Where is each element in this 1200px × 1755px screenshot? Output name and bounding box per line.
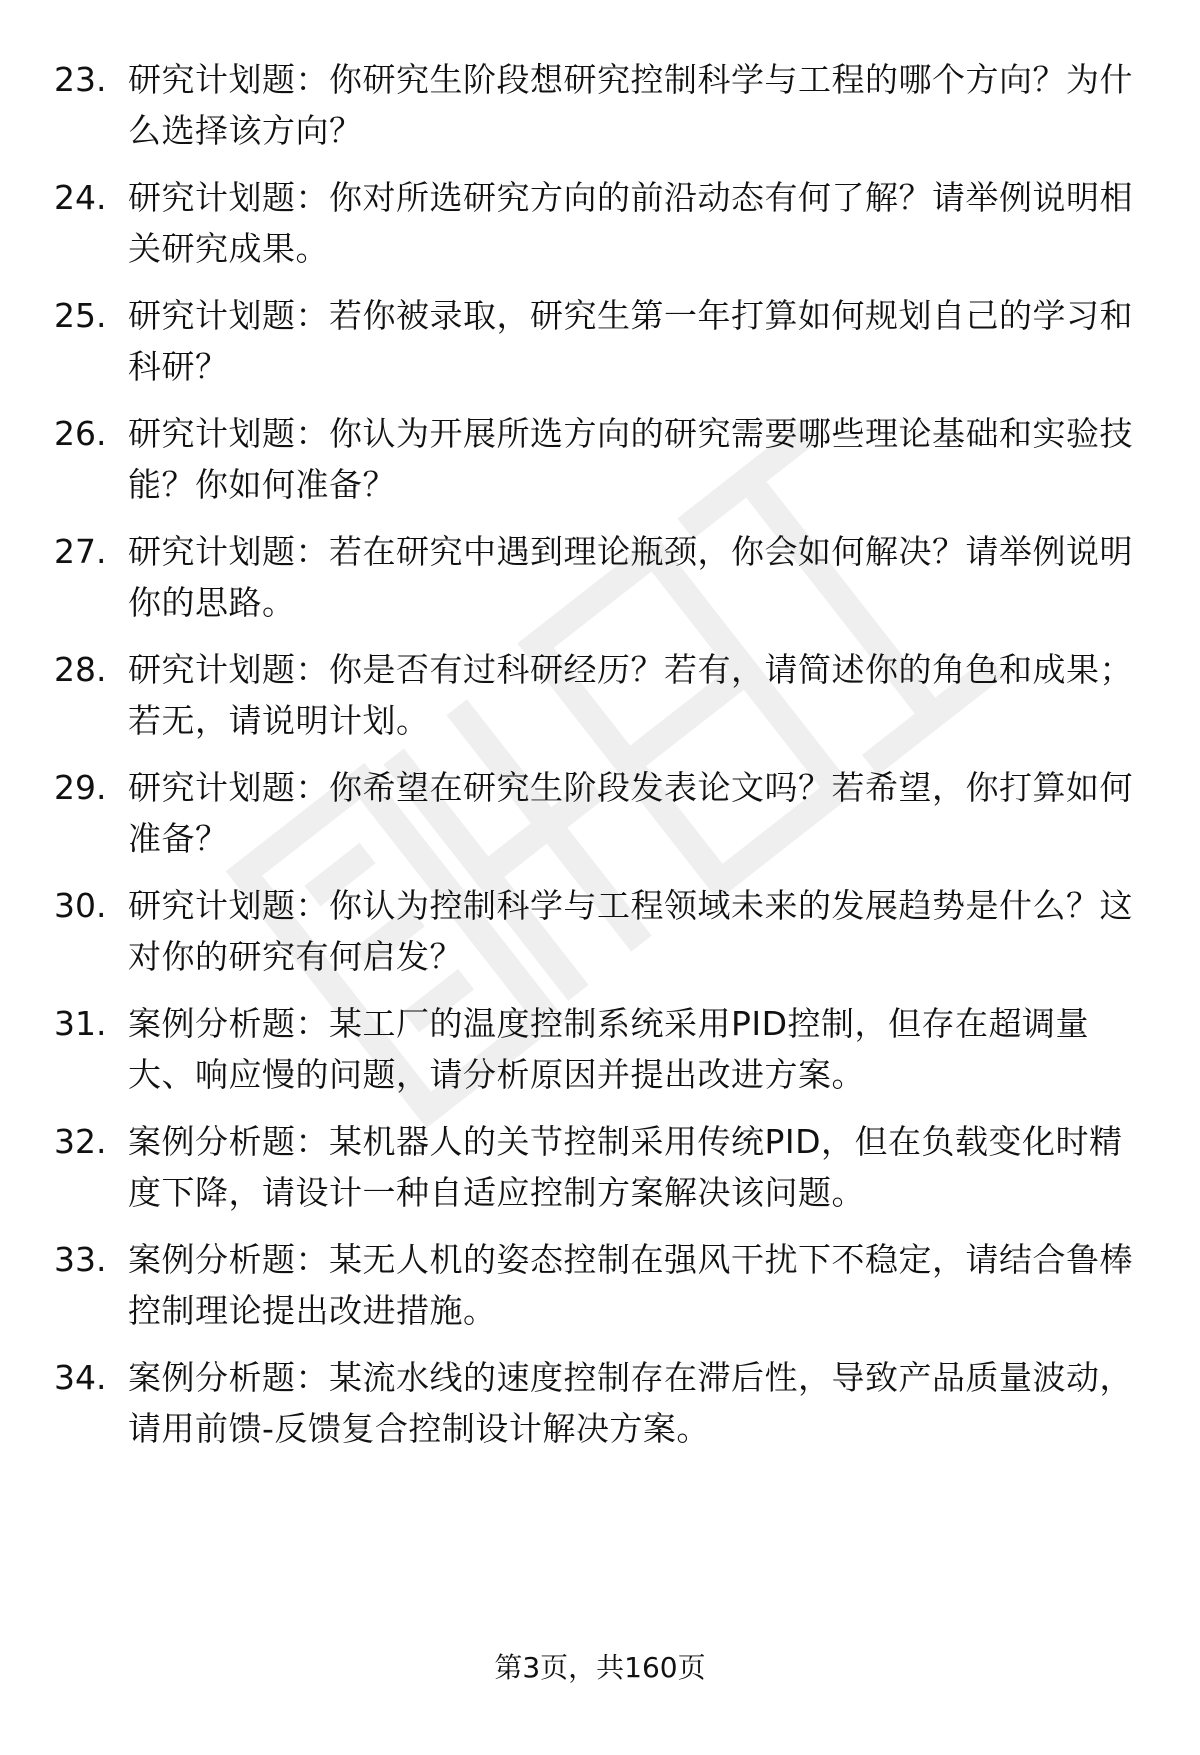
question-item <box>0 1234 1200 1344</box>
question-number: 25. <box>54 296 107 335</box>
question-item <box>0 408 1200 518</box>
question-number: 24. <box>54 178 107 217</box>
question-text: 研究计划题：若在研究中遇到理论瓶颈，你会如何解决？请举例说明你的思路。 <box>128 532 1133 622</box>
question-text: 研究计划题：若你被录取，研究生第一年打算如何规划自己的学习和科研？ <box>128 296 1133 386</box>
question-text: 案例分析题：某流水线的速度控制存在滞后性，导致产品质量波动，请用前馈-反馈复合控制设计解决方案。 <box>128 1358 1133 1448</box>
question-item <box>0 172 1200 282</box>
question-number: 26. <box>54 414 107 453</box>
question-text: 研究计划题：你是否有过科研经历？若有，请简述你的角色和成果；若无，请说明计划。 <box>128 650 1133 740</box>
question-item <box>0 998 1200 1108</box>
question-text: 研究计划题：你希望在研究生阶段发表论文吗？若希望，你打算如何准备？ <box>128 768 1133 858</box>
question-number: 23. <box>54 60 107 99</box>
question-text: 研究计划题：你对所选研究方向的前沿动态有何了解？请举例说明相关研究成果。 <box>128 178 1133 268</box>
question-text: 研究计划题：你认为开展所选方向的研究需要哪些理论基础和实验技能？你如何准备？ <box>128 414 1133 504</box>
question-number: 29. <box>54 768 107 807</box>
question-number: 27. <box>54 532 107 571</box>
question-text: 案例分析题：某机器人的关节控制采用传统PID，但在负载变化时精度下降，请设计一种自适应控制方案解决该问题。 <box>128 1122 1123 1212</box>
question-item <box>0 762 1200 872</box>
question-item <box>0 644 1200 754</box>
question-number: 33. <box>54 1240 107 1279</box>
question-text: 研究计划题：你认为控制科学与工程领域未来的发展趋势是什么？这对你的研究有何启发？ <box>128 886 1133 976</box>
question-item <box>0 290 1200 400</box>
page-number-label: 第3页，共160页 <box>494 1651 706 1684</box>
question-number: 30. <box>54 886 107 925</box>
question-item <box>0 1116 1200 1226</box>
question-item <box>0 880 1200 990</box>
question-number: 34. <box>54 1358 107 1397</box>
question-text: 案例分析题：某工厂的温度控制系统采用PID控制，但存在超调量大、响应慢的问题，请分析原因并提出改进方案。 <box>128 1004 1090 1094</box>
question-number: 31. <box>54 1004 107 1043</box>
question-item <box>0 54 1200 164</box>
question-item <box>0 1352 1200 1462</box>
question-text: 研究计划题：你研究生阶段想研究控制科学与工程的哪个方向？为什么选择该方向？ <box>128 60 1133 150</box>
question-number: 32. <box>54 1122 107 1161</box>
question-item <box>0 526 1200 636</box>
question-number: 28. <box>54 650 107 689</box>
page-footer <box>0 1648 1200 1688</box>
question-text: 案例分析题：某无人机的姿态控制在强风干扰下不稳定，请结合鲁棒控制理论提出改进措施。 <box>128 1240 1133 1330</box>
